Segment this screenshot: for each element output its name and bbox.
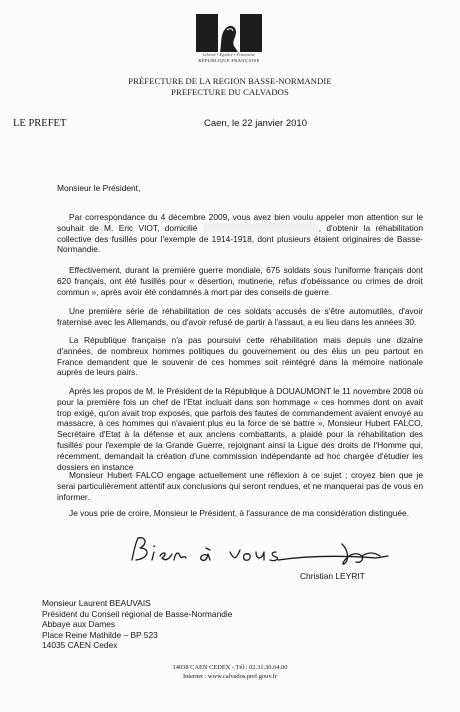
paragraph-2-text: Effectivement, durant la première guerre mondiale, 675 soldats sous l'uniforme français dont 620 français, ont été fusillés pour « désertion, mutinerie, refus d'obéissance ou crimes de droit commun », après avoir été condamnés à mort par des conseils de guerre.	[57, 265, 423, 297]
recipient-line-5: 14035 CAEN Cedex	[42, 640, 118, 651]
paragraph-1-end: , d'obtenir la réhabilitation collective des fusillés pour l'exemple de 1914-1918, dont plusieurs étaient originaires de Basse-Normandie.	[57, 222, 423, 255]
paragraph-6	[57, 470, 423, 502]
salutation: Monsieur le Président,	[57, 183, 141, 193]
sender-title: LE PREFET	[13, 118, 67, 129]
prefecture-department: PREFECTURE DU CALVADOS	[171, 87, 289, 97]
signer-name: Christian LEYRIT	[300, 571, 365, 581]
handwritten-signature	[126, 530, 396, 576]
redacted-address	[203, 223, 319, 232]
paragraph-1-start: Par correspondance du 4 décembre 2009, vous avez bien voulu appeler mon attention sur le souhait de M. Eric VIOT, domicilié	[57, 212, 423, 233]
recipient-line-2: Président du Conseil régional de Basse-Normandie	[42, 608, 233, 619]
recipient-line-1: Monsieur Laurent BEAUVAIS	[42, 598, 151, 608]
motto: Liberté • Égalité • Fraternité	[202, 52, 256, 57]
paragraph-5	[57, 386, 423, 472]
footer-address: 14038 CAEN CEDEX - Tél : 02.31.30.64.00	[172, 664, 288, 671]
republique-francaise: RÉPUBLIQUE FRANÇAISE	[198, 58, 260, 63]
paragraph-4	[57, 335, 423, 378]
footer-website: Internet : www.calvados.pref.gouv.fr	[183, 673, 277, 680]
recipient-address	[42, 598, 232, 651]
recipient-line-3: Abbaye aux Dames	[42, 619, 116, 630]
prefecture-region: PRÉFECTURE DE LA REGION BASSE-NORMANDIE	[128, 76, 332, 86]
paragraph-3-text: Une première série de réhabilitation de ces soldats accusés de s'être automutilés, d'avoir fraternisé avec les Allemands, ou d'avoir refusé de partir à l'assaut, a eu lieu dans les années 30.	[57, 306, 423, 327]
paragraph-2	[57, 265, 423, 297]
paragraph-5-text: Après les propos de M. le Président de la République à DOUAUMONT le 11 novembre 2008 où pour la première fois un chef de l'Etat incluait dans son hommage « ces hommes dont on avait trop exigé, qu'on avait trop exposés, que parfois des fautes de commandement avaient envoyé au massacre, à ces hommes qui n'avaient plus eu la force de se battre », Monsieur Hubert FALCO, Secrétaire d'Etat à la défense et aux anciens combattants, a plaidé pour la réhabilitation des fusillés pour l'exemple de la Grande Guerre, rejoignant ainsi la Ligue des droits de l'Homme qui, récemment, demandait la création d'une commission indépendante ad hoc chargée d'étudier les dossiers en instance	[57, 386, 423, 472]
paragraph-3	[57, 306, 423, 328]
marianne-logo	[196, 14, 262, 52]
recipient-line-4: Place Reine Mathilde – BP 523	[42, 629, 158, 640]
closing-text: Je vous prie de croire, Monsieur le Président, à l'assurance de ma considération distinguée.	[69, 508, 410, 518]
paragraph-4-text: La République française n'a pas poursuivi cette réhabilitation mais depuis une dizaine d'années, de nombreux hommes politiques du gouvernement ou des élus un peu partout en France demandent que le souvenir de ces hommes soit réintégré dans la mémoire nationale auprès de leurs pairs.	[57, 335, 423, 378]
paragraph-1	[57, 212, 423, 255]
letter-date: Caen, le 22 janvier 2010	[204, 118, 307, 129]
paragraph-6-text: Monsieur Hubert FALCO engage actuellement une réflexion à ce sujet ; croyez bien que je serai particulièrement attentif aux conclusions qui seront rendues, et ne manquerai pas de vous en informer.	[57, 470, 423, 502]
closing-formula	[57, 508, 423, 519]
